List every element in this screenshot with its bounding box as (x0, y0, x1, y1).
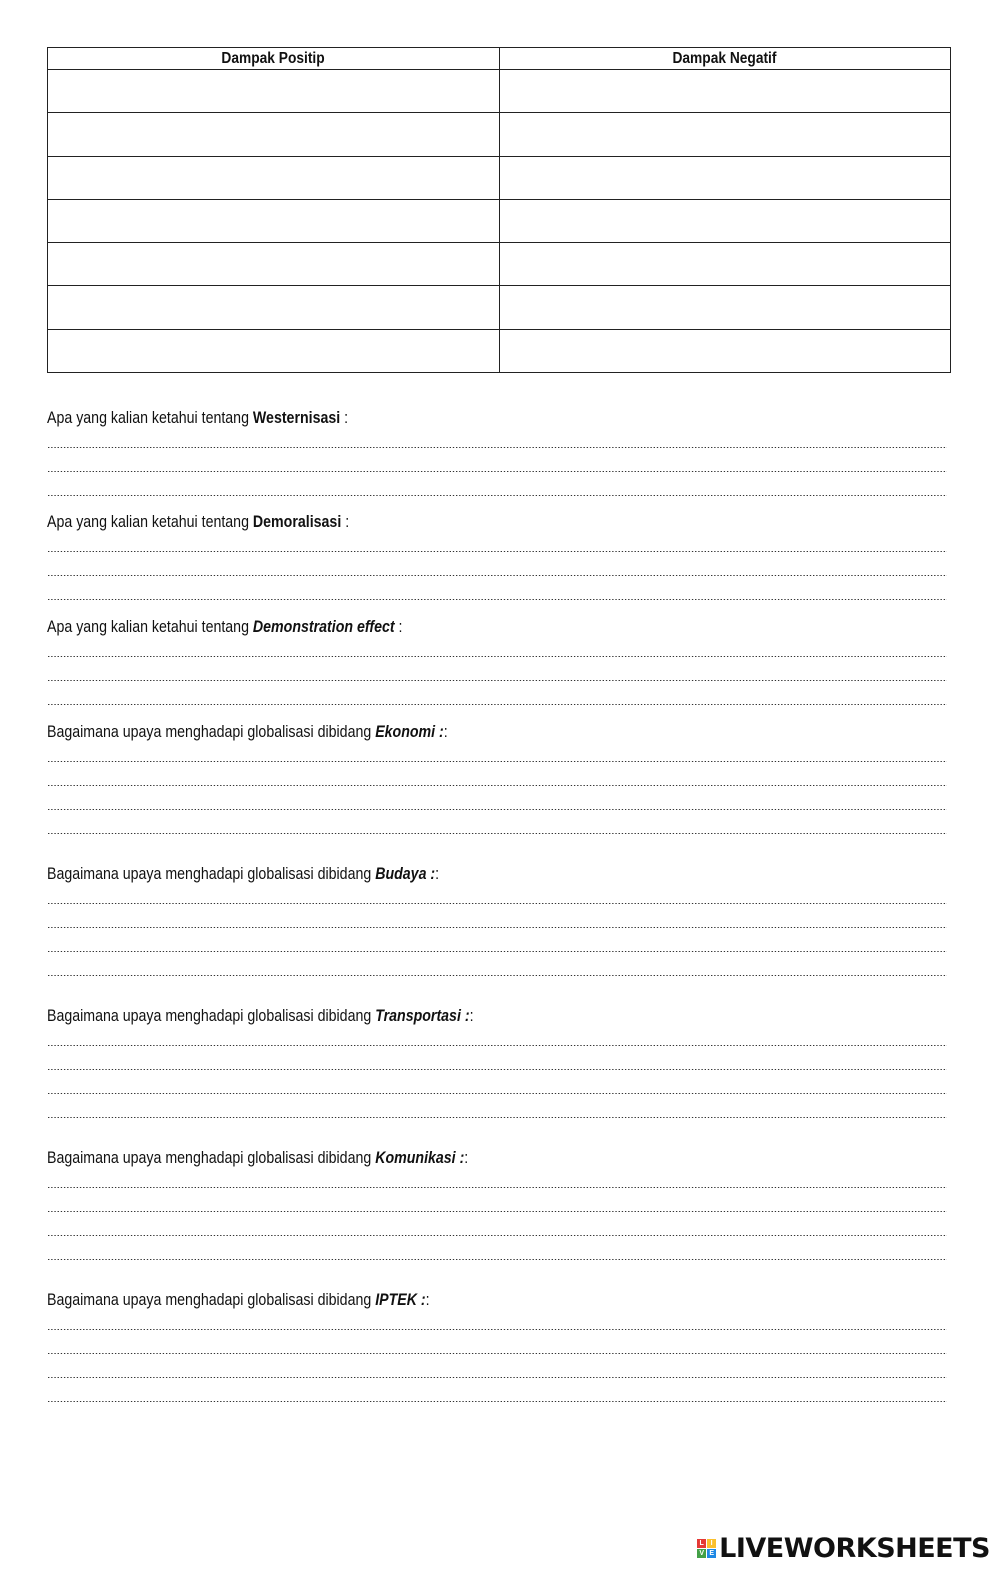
question-label (47, 408, 951, 428)
answer-line[interactable] (47, 476, 951, 500)
negative-impact-answer-cell[interactable] (499, 70, 951, 113)
answer-line[interactable] (47, 1240, 951, 1264)
positive-impact-answer-cell[interactable] (48, 156, 500, 199)
answer-line[interactable] (47, 956, 951, 980)
impact-table-row (48, 243, 951, 286)
question-block (47, 1006, 951, 1122)
question-label (47, 864, 951, 884)
answer-line[interactable] (47, 790, 951, 814)
impact-table-header-row (48, 48, 951, 70)
logo-mark-square: L (697, 1539, 706, 1548)
question-block (47, 408, 951, 500)
question-keyword: Demoralisasi (252, 513, 342, 531)
answer-line[interactable] (47, 580, 951, 604)
question-block (47, 1290, 951, 1406)
negative-impact-answer-cell[interactable] (499, 329, 951, 372)
impact-table-row (48, 199, 951, 242)
question-prefix: Bagaimana upaya menghadapi globalisasi dibidang (47, 1007, 376, 1025)
question-suffix: : (435, 865, 440, 883)
answer-line[interactable] (47, 1074, 951, 1098)
question-suffix: : (443, 723, 448, 741)
question-suffix: : (469, 1007, 474, 1025)
question-suffix: : (340, 409, 349, 427)
answer-line[interactable] (47, 766, 951, 790)
answer-line[interactable] (47, 932, 951, 956)
answer-line[interactable] (47, 1358, 951, 1382)
answer-line[interactable] (47, 1050, 951, 1074)
question-prefix: Apa yang kalian ketahui tentang (47, 618, 253, 636)
question-prefix: Bagaimana upaya menghadapi globalisasi dibidang (47, 865, 376, 883)
answer-line[interactable] (47, 556, 951, 580)
answer-line[interactable] (47, 1168, 951, 1192)
positive-impact-header: Dampak Positip (48, 48, 500, 70)
negative-impact-header: Dampak Negatif (499, 48, 951, 70)
impact-table-row (48, 286, 951, 329)
answer-line[interactable] (47, 884, 951, 908)
question-block (47, 512, 951, 604)
liveworksheets-logo (697, 1532, 990, 1564)
liveworksheets-mark-icon (697, 1539, 716, 1558)
negative-impact-answer-cell[interactable] (499, 286, 951, 329)
answer-line[interactable] (47, 742, 951, 766)
question-label (47, 722, 951, 742)
answer-line[interactable] (47, 685, 951, 709)
impact-table-body (48, 70, 951, 373)
question-suffix: : (341, 513, 350, 531)
answer-line[interactable] (47, 1026, 951, 1050)
question-prefix: Apa yang kalian ketahui tentang (47, 513, 253, 531)
positive-impact-answer-cell[interactable] (48, 70, 500, 113)
question-label (47, 1006, 951, 1026)
answer-line[interactable] (47, 908, 951, 932)
answer-line[interactable] (47, 452, 951, 476)
question-keyword: Westernisasi (252, 409, 341, 427)
answer-line[interactable] (47, 1192, 951, 1216)
question-keyword: Demonstration effect (252, 618, 395, 636)
question-prefix: Bagaimana upaya menghadapi globalisasi dibidang (47, 1291, 376, 1309)
answer-line[interactable] (47, 1216, 951, 1240)
logo-mark-square: I (707, 1539, 716, 1548)
question-label (47, 617, 951, 637)
answer-line[interactable] (47, 1382, 951, 1406)
question-keyword: Transportasi : (375, 1007, 470, 1025)
question-block (47, 1148, 951, 1264)
answer-line[interactable] (47, 814, 951, 838)
answer-line[interactable] (47, 637, 951, 661)
logo-mark-square: E (707, 1549, 716, 1558)
answer-line[interactable] (47, 428, 951, 452)
impact-table-row (48, 329, 951, 372)
question-block (47, 864, 951, 980)
negative-impact-answer-cell[interactable] (499, 156, 951, 199)
question-prefix: Bagaimana upaya menghadapi globalisasi dibidang (47, 723, 376, 741)
question-prefix: Apa yang kalian ketahui tentang (47, 409, 253, 427)
logo-mark-square: V (697, 1549, 706, 1558)
answer-line[interactable] (47, 661, 951, 685)
question-block (47, 617, 951, 709)
impact-table-row (48, 156, 951, 199)
positive-impact-answer-cell[interactable] (48, 329, 500, 372)
question-block (47, 722, 951, 838)
question-prefix: Bagaimana upaya menghadapi globalisasi dibidang (47, 1149, 376, 1167)
answer-line[interactable] (47, 532, 951, 556)
answer-line[interactable] (47, 1098, 951, 1122)
question-label (47, 1148, 951, 1168)
question-keyword: Ekonomi : (375, 723, 444, 741)
question-suffix: : (464, 1149, 469, 1167)
impact-table (47, 47, 951, 373)
positive-impact-answer-cell[interactable] (48, 243, 500, 286)
brand-name: LIVEWORKSHEETS (719, 1532, 990, 1564)
positive-impact-answer-cell[interactable] (48, 286, 500, 329)
question-suffix: : (425, 1291, 430, 1309)
negative-impact-answer-cell[interactable] (499, 113, 951, 156)
impact-table-row (48, 70, 951, 113)
negative-impact-answer-cell[interactable] (499, 243, 951, 286)
question-label (47, 1290, 951, 1310)
positive-impact-answer-cell[interactable] (48, 113, 500, 156)
question-keyword: Budaya : (375, 865, 436, 883)
answer-line[interactable] (47, 1334, 951, 1358)
answer-line[interactable] (47, 1310, 951, 1334)
question-suffix: : (394, 618, 403, 636)
question-keyword: Komunikasi : (375, 1149, 465, 1167)
positive-impact-answer-cell[interactable] (48, 199, 500, 242)
impact-table-row (48, 113, 951, 156)
question-label (47, 512, 951, 532)
negative-impact-answer-cell[interactable] (499, 199, 951, 242)
question-keyword: IPTEK : (375, 1291, 426, 1309)
